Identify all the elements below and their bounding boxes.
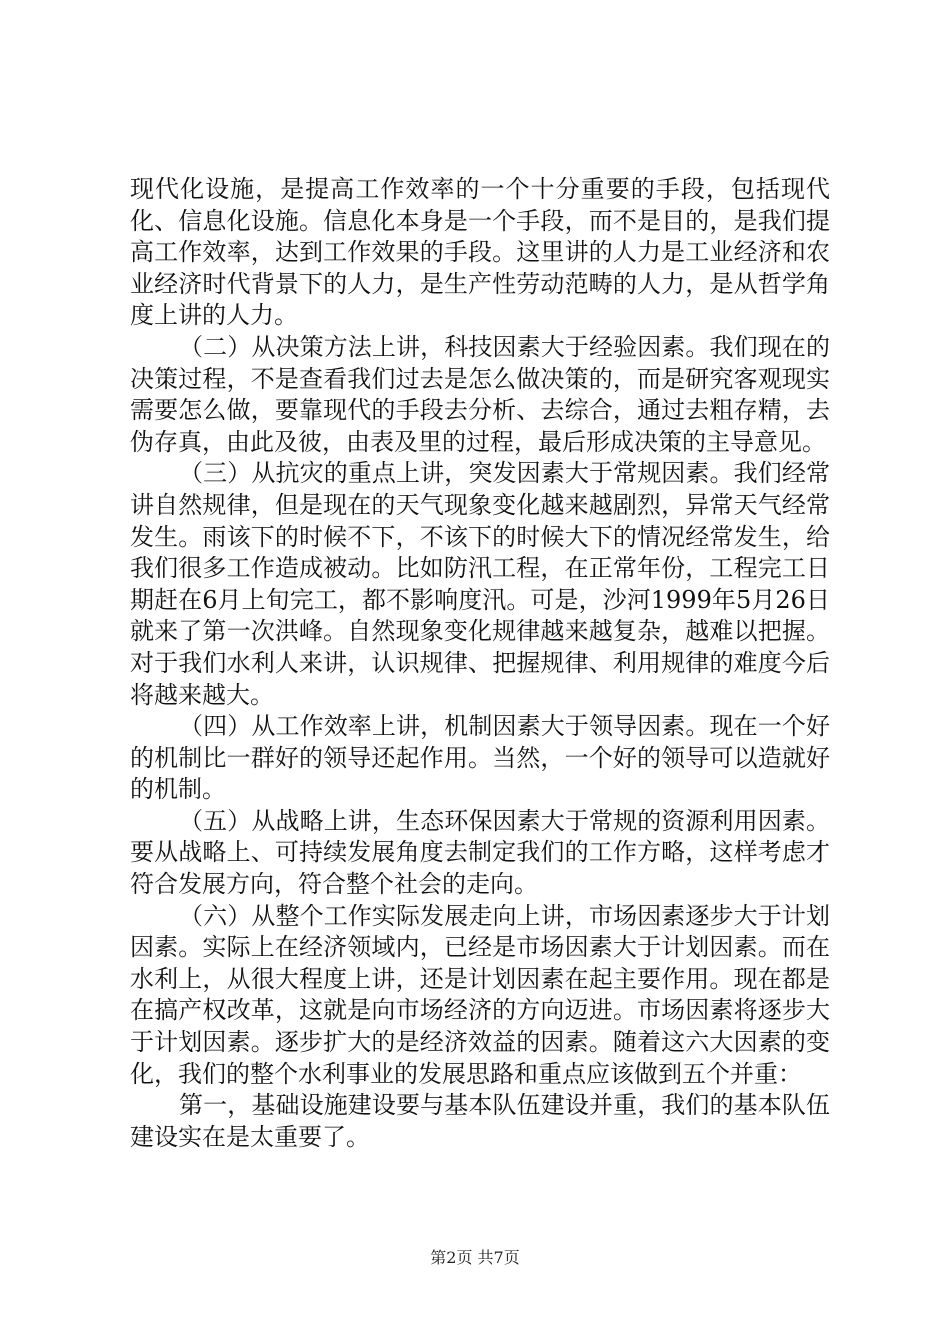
paragraph-disaster-resistance: （三）从抗灾的重点上讲，突发因素大于常规因素。我们经常讲自然规律，但是现在的天气现象变化越来越剧烈，异常天气经常发生。雨该下的时候不下，不该下的时候大下的情况经常发生，给我们很多工作造成被动。比如防汛工程，在正常年份，工程完工日期赶在6月上旬完工，都不影响度汛。可是，沙河1999年5月26日就来了第一次洪峰。自然现象变化规律越来越复杂，越难以把握。对于我们水利人来讲，认识规律、把握规律、利用规律的难度今后将越来越大。	[130, 459, 830, 709]
paragraph-decision-method: （二）从决策方法上讲，科技因素大于经验因素。我们现在的决策过程，不是查看我们过去是怎么做决策的，而是研究客观现实需要怎么做，要靠现代的手段去分析、去综合，通过去粗存精，去伪存真，由此及彼，由表及里的过程，最后形成决策的主导意见。	[130, 332, 830, 456]
paragraph-strategy: （五）从战略上讲，生态环保因素大于常规的资源利用因素。要从战略上、可持续发展角度去制定我们的工作方略，这样考虑才符合发展方向，符合整个社会的走向。	[130, 806, 830, 899]
document-body	[130, 174, 830, 1153]
paragraph-continuation: 现代化设施，是提高工作效率的一个十分重要的手段，包括现代化、信息化设施。信息化本身是一个手段，而不是目的，是我们提高工作效率，达到工作效果的手段。这里讲的人力是工业经济和农业经济时代背景下的人力，是生产性劳动范畴的人力，是从哲学角度上讲的人力。	[130, 175, 830, 330]
paragraph-work-efficiency: （四）从工作效率上讲，机制因素大于领导因素。现在一个好的机制比一群好的领导还起作用。当然，一个好的领导可以造就好的机制。	[130, 712, 830, 804]
page-number-footer: 第2页 共7页	[430, 1248, 520, 1267]
paragraph-first-point: 第一，基础设施建设要与基本队伍建设并重，我们的基本队伍建设实在是太重要了。	[130, 1091, 830, 1151]
paragraph-market-factors: （六）从整个工作实际发展走向上讲，市场因素逐步大于计划因素。实际上在经济领域内，已经是市场因素大于计划因素。而在水利上，从很大程度上讲，还是计划因素在起主要作用。现在都是在搞产权改革，这就是向市场经济的方向迈进。市场因素将逐步大于计划因素。逐步扩大的是经济效益的因素。随着这六大因素的变化，我们的整个水利事业的发展思路和重点应该做到五个并重：	[130, 901, 830, 1088]
